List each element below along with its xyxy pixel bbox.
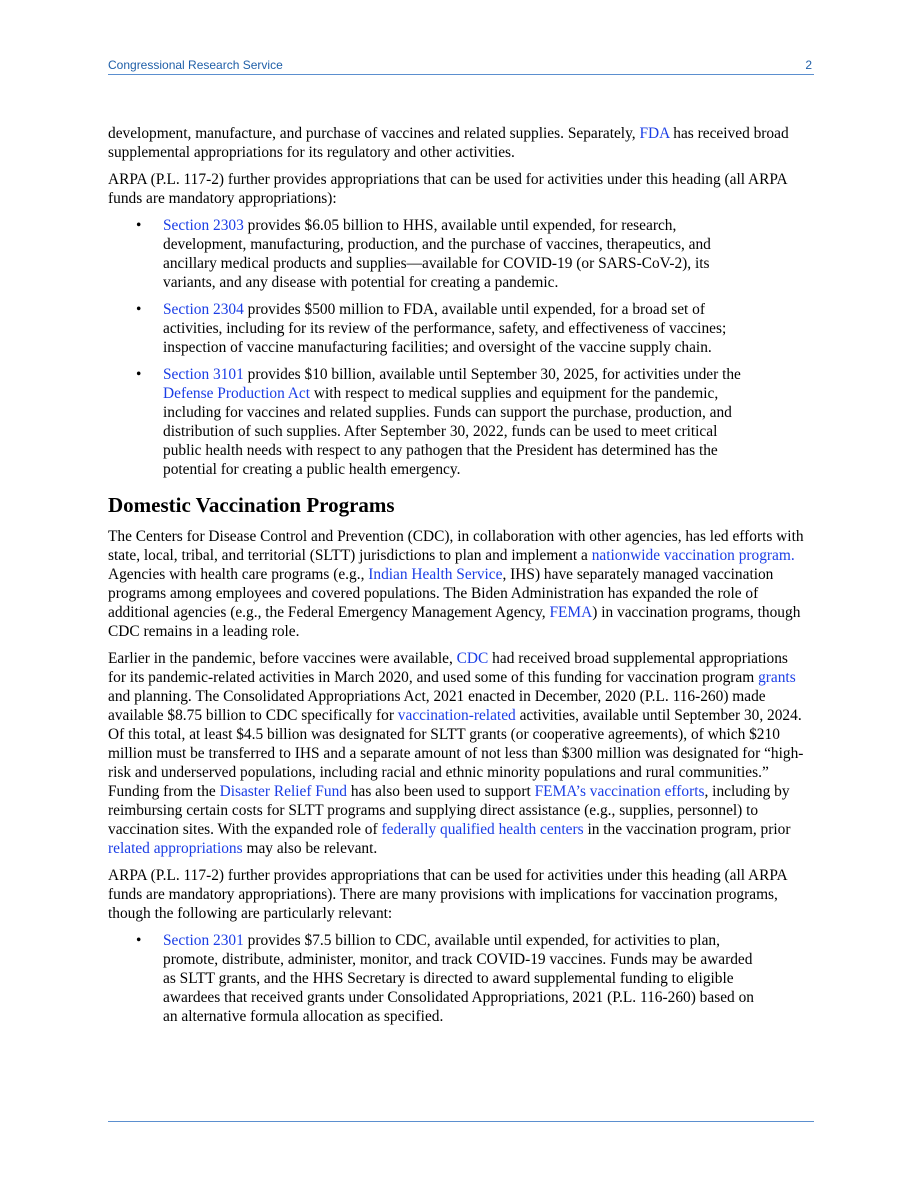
list-item: • Section 3101 provides $10 billion, available until September 30, 2025, for activities under the Defense Production Act with respect to medical supplies and equipment for the pandemic, including for vaccines and related supplies. Funds can support the purchase, production, and distribution of such supplies. After September 30, 2022, funds can be used to meet critical public health needs with respect to any pathogen that the President has determined has the potential for creating a public health emergency. xyxy=(136,366,741,478)
link-grants[interactable]: grants xyxy=(758,669,796,686)
paragraph-earlier-funding: Earlier in the pandemic, before vaccines were available, CDC had received broad supplemental appropriations for its pandemic-related activities in March 2020, and used some of this funding for vaccination program grants and planning. The Consolidated Appropriations Act, 2021 enacted in December, 2020 (P.L. 116-260) made available $8.75 billion to CDC specifically for vaccination-related activities, available until September 30, 2024. Of this total, at least $4.5 billion was designated for SLTT grants (or cooperative agreements), of which $210 million must be transferred to IHS and a separate amount of not less than $300 million was designated for “high-risk and underserved populations, including racial and ethnic minority populations and rural communities.” Funding from the Disaster Relief Fund has also been used to support FEMA’s vaccination efforts, including by reimbursing certain costs for SLTT programs and supplying direct assistance (e.g., supplies, personnel) to vaccination sites. With the expanded role of federally qualified health centers in the vaccination program, prior related appropriations may also be relevant. xyxy=(108,650,804,857)
link-section-2301[interactable]: Section 2301 xyxy=(163,932,244,949)
header-divider xyxy=(108,74,814,75)
bullet-list-arpa-sections xyxy=(108,216,808,479)
paragraph-cdc-program: The Centers for Disease Control and Prevention (CDC), in collaboration with other agencies, has led efforts with state, local, tribal, and territorial (SLTT) jurisdictions to plan and implement a nationwide vaccination program. Agencies with health care programs (e.g., Indian Health Service, IHS) have separately managed vaccination programs among employees and covered populations. The Biden Administration has expanded the role of additional agencies (e.g., the Federal Emergency Management Agency, FEMA) in vaccination programs, though CDC remains in a leading role. xyxy=(108,528,804,640)
link-nationwide-vaccination-program[interactable]: nationwide vaccination program. xyxy=(591,547,795,564)
bullet-icon: • xyxy=(136,932,142,949)
list-item: • Section 2304 provides $500 million to FDA, available until expended, for a broad set of activities, including for its review of the performance, safety, and effectiveness of vaccines; inspection of vaccine manufacturing facilities; and oversight of the vaccine supply chain. xyxy=(136,301,727,356)
link-disaster-relief-fund[interactable]: Disaster Relief Fund xyxy=(219,783,347,800)
link-section-3101[interactable]: Section 3101 xyxy=(163,366,244,383)
link-related-appropriations[interactable]: related appropriations xyxy=(108,840,243,857)
page-header xyxy=(108,58,814,74)
link-cdc[interactable]: CDC xyxy=(456,650,489,667)
link-fda[interactable]: FDA xyxy=(639,125,670,142)
link-section-2303[interactable]: Section 2303 xyxy=(163,217,244,234)
link-federally-qualified-health-centers[interactable]: federally qualified health centers xyxy=(381,821,584,838)
footer-divider xyxy=(108,1121,814,1122)
bullet-icon: • xyxy=(136,217,142,234)
link-fema-vaccination-efforts[interactable]: FEMA’s vaccination efforts xyxy=(534,783,705,800)
list-item: • Section 2303 provides $6.05 billion to HHS, available until expended, for research, development, manufacturing, production, and the purchase of vaccines, therapeutics, and ancillary medical products and supplies—available for COVID-19 (or SARS-CoV-2), its variants, and any disease with potential for creating a pandemic. xyxy=(136,217,711,291)
section-heading: Domestic Vaccination Programs xyxy=(108,493,395,517)
paragraph-arpa-intro: ARPA (P.L. 117-2) further provides appropriations that can be used for activities under this heading (all ARPA funds are mandatory appropriations): xyxy=(108,171,787,207)
list-item: • Section 2301 provides $7.5 billion to CDC, available until expended, for activities to plan, promote, distribute, administer, monitor, and track COVID-19 vaccines. Funds may be awarded as SLTT grants, and the HHS Secretary is directed to award supplemental funding to eligible awardees that received grants under Consolidated Appropriations, 2021 (P.L. 116-260) based on an alternative formula allocation as specified. xyxy=(136,932,754,1025)
link-defense-production-act[interactable]: Defense Production Act xyxy=(163,385,311,402)
link-section-2304[interactable]: Section 2304 xyxy=(163,301,244,318)
paragraph-vaccine-supplies: development, manufacture, and purchase of vaccines and related supplies. Separately, FDA has received broad supplemental appropriations for its regulatory and other activities. xyxy=(108,125,789,161)
paragraph-arpa-vaccination: ARPA (P.L. 117-2) further provides appropriations that can be used for activities under this heading (all ARPA funds are mandatory appropriations). There are many provisions with implications for vaccination programs, though the following are particularly relevant: xyxy=(108,867,787,922)
header-title: Congressional Research Service xyxy=(108,58,283,72)
link-fema[interactable]: FEMA xyxy=(549,604,593,621)
page-number: 2 xyxy=(805,58,812,72)
bullet-list-vaccination-sections xyxy=(108,931,808,1026)
document-body xyxy=(108,124,808,1034)
bullet-icon: • xyxy=(136,301,142,318)
link-indian-health-service[interactable]: Indian Health Service xyxy=(368,566,503,583)
link-vaccination-related[interactable]: vaccination-related xyxy=(397,707,516,724)
bullet-icon: • xyxy=(136,366,142,383)
